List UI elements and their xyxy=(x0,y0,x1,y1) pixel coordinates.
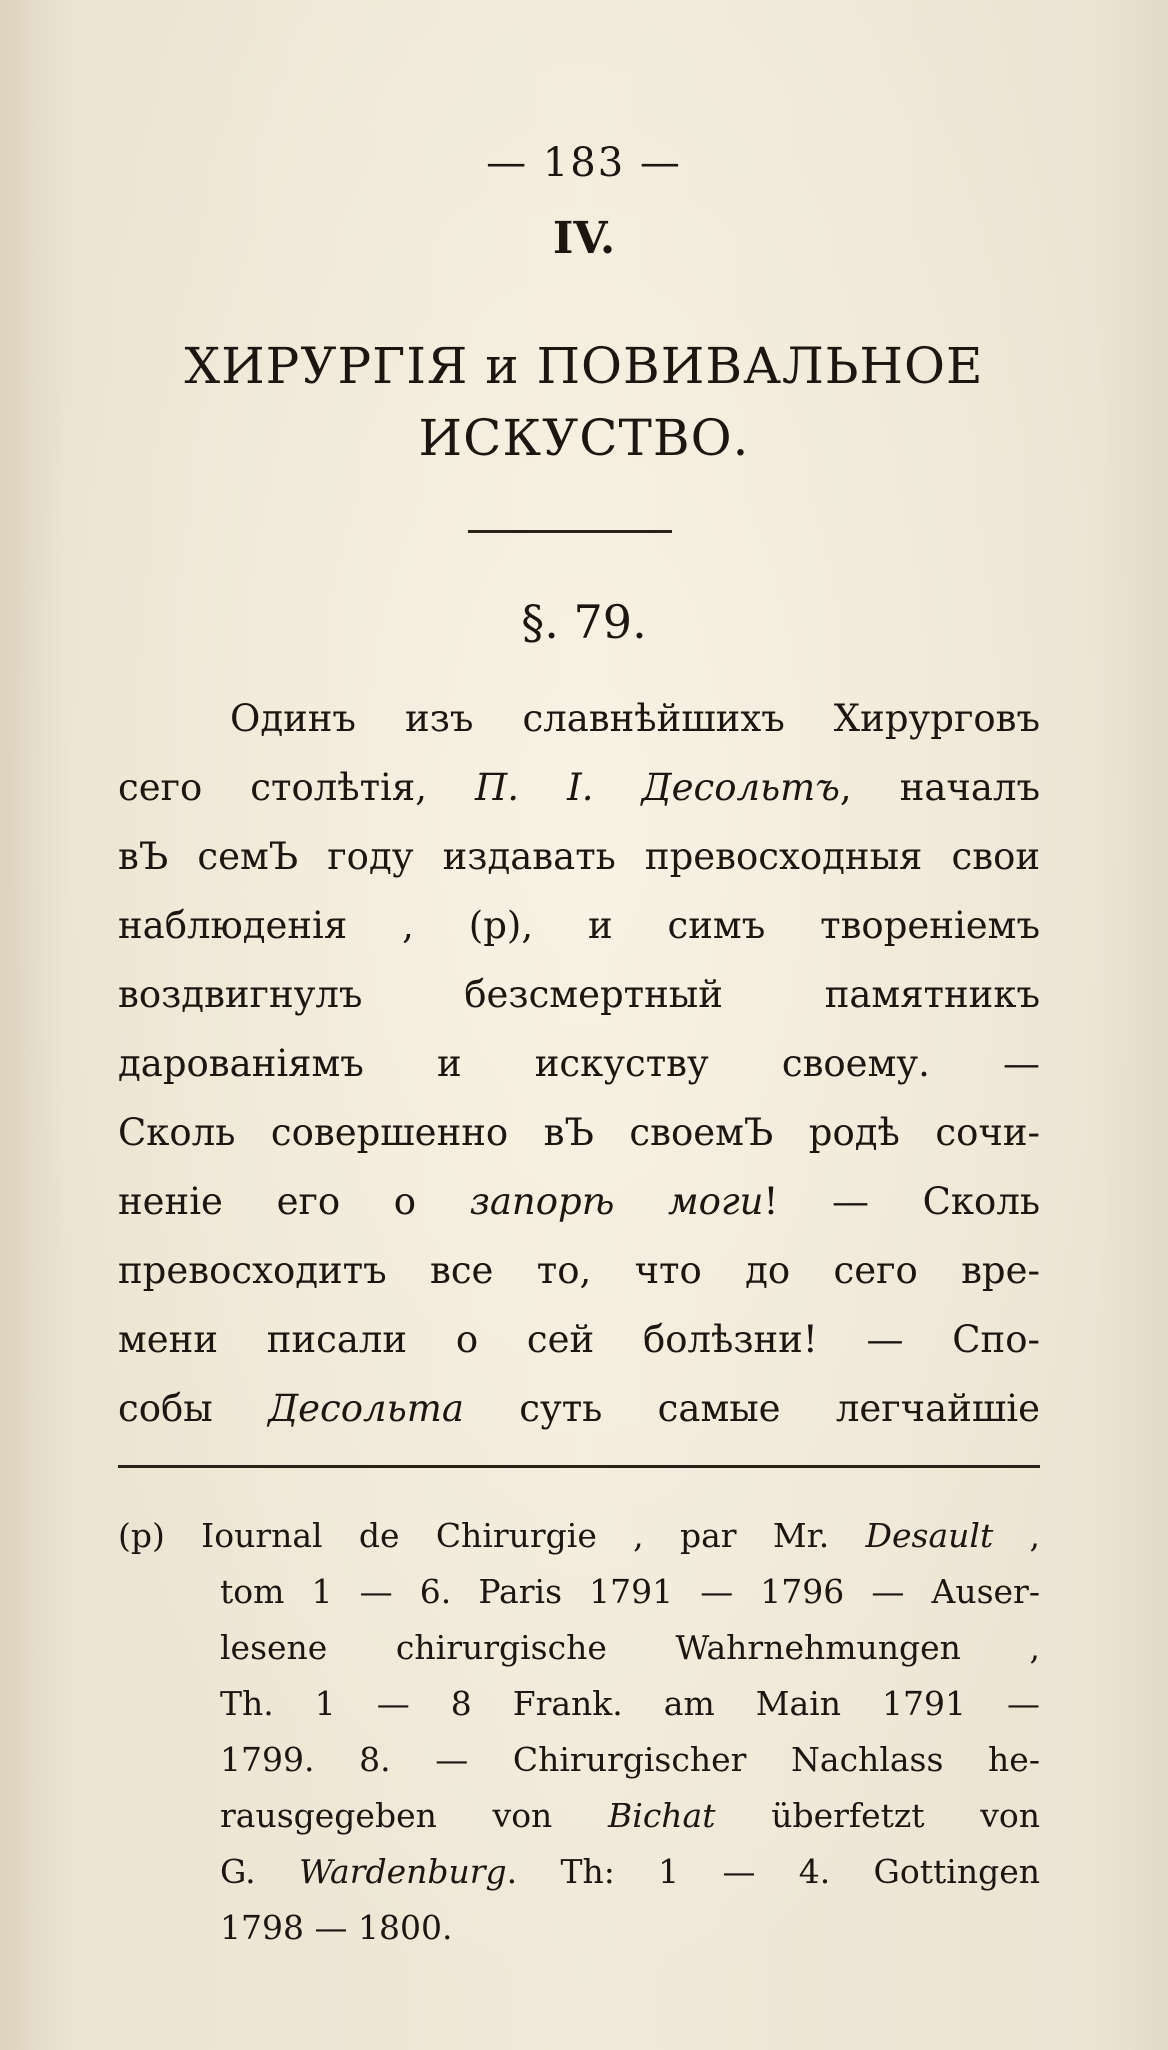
body-text: дарованіямъ и искуству своему. — xyxy=(118,1042,1040,1085)
footnote-line xyxy=(118,1732,1040,1788)
footnote-divider xyxy=(118,1465,1040,1468)
body-italic-text: запорѣ моги xyxy=(469,1180,764,1223)
body-text: Сколь совершенно вЪ своемЪ родѣ сочи- xyxy=(118,1111,1040,1154)
body-line xyxy=(118,1305,1040,1374)
footnote-text: G. xyxy=(220,1852,299,1891)
footnote-line xyxy=(118,1788,1040,1844)
footnote-text: 1798 — 1800. xyxy=(220,1908,453,1947)
body-text: вЪ семЪ году издавать превосходныя свои xyxy=(118,835,1040,878)
footnote-line xyxy=(118,1508,1040,1564)
footnote-text: lesene chirurgische Wahrnehmungen , xyxy=(220,1628,1040,1667)
footnote-text: (р) Iournal de Chirurgie , par Mr. xyxy=(118,1516,866,1555)
footnote-text: rausgegeben von xyxy=(220,1796,609,1835)
footnote-text: 1799. 8. — Chirurgischer Nachlass he- xyxy=(220,1740,1040,1779)
body-text: суть самые легчайшіе xyxy=(463,1387,1040,1430)
footnote-text: Th. 1 — 8 Frank. am Main 1791 — xyxy=(220,1684,1040,1723)
chapter-title-line-2: ИСКУСТВО. xyxy=(418,409,750,467)
body-line xyxy=(118,1236,1040,1305)
body-italic-text: Десольта xyxy=(268,1387,464,1430)
body-line xyxy=(118,1374,1040,1443)
body-line xyxy=(118,1098,1040,1167)
body-italic-text: П. І. Десольтъ xyxy=(475,766,840,809)
footnote-text: , xyxy=(993,1516,1040,1555)
body-text: воздвигнулъ безсмертный памятникъ xyxy=(118,973,1040,1016)
footnote-line xyxy=(118,1900,1040,1956)
body-line xyxy=(118,891,1040,960)
body-line xyxy=(118,1167,1040,1236)
footnote-line xyxy=(118,1620,1040,1676)
chapter-title xyxy=(0,330,1168,474)
body-line xyxy=(118,960,1040,1029)
body-text: собы xyxy=(118,1387,269,1430)
footnote-line xyxy=(118,1564,1040,1620)
footnote-text: tom 1 — 6. Paris 1791 — 1796 — Auser- xyxy=(220,1572,1040,1611)
body-text: неніе его о xyxy=(118,1180,470,1223)
footnote-italic-text: Wardenburg xyxy=(298,1852,507,1891)
footnote xyxy=(118,1508,1040,1956)
footnote-line xyxy=(118,1676,1040,1732)
body-line xyxy=(118,753,1040,822)
body-text: , началъ xyxy=(839,766,1040,809)
body-line xyxy=(118,1029,1040,1098)
body-text: ! — Сколь xyxy=(763,1180,1040,1223)
paragraph-number: §. 79. xyxy=(521,595,647,649)
page-number: — 183 — xyxy=(486,140,682,186)
body-text: Одинъ изъ славнѣйшихъ Хирурговъ xyxy=(230,697,1040,740)
body-text: превосходитъ все то, что до сего вре- xyxy=(118,1249,1040,1292)
footnote-text: überfetzt von xyxy=(715,1796,1040,1835)
footnote-text: . Th: 1 — 4. Gottingen xyxy=(506,1852,1040,1891)
body-line xyxy=(118,822,1040,891)
body-paragraph xyxy=(118,684,1040,1443)
footnote-italic-text: Bichat xyxy=(608,1796,716,1835)
body-text: мени писали о сей болѣзни! — Спо- xyxy=(118,1318,1040,1361)
body-line xyxy=(118,684,1040,753)
footnote-italic-text: Desault xyxy=(865,1516,994,1555)
body-text: наблюденія , (р), и симъ твореніемъ xyxy=(118,904,1040,947)
body-text: сего столѣтія, xyxy=(118,766,476,809)
section-numeral: IV. xyxy=(552,213,616,264)
chapter-title-line-1: ХИРУРГІЯ и ПОВИВАЛЬНОЕ xyxy=(184,337,984,395)
footnote-line xyxy=(118,1844,1040,1900)
title-divider xyxy=(468,530,672,533)
